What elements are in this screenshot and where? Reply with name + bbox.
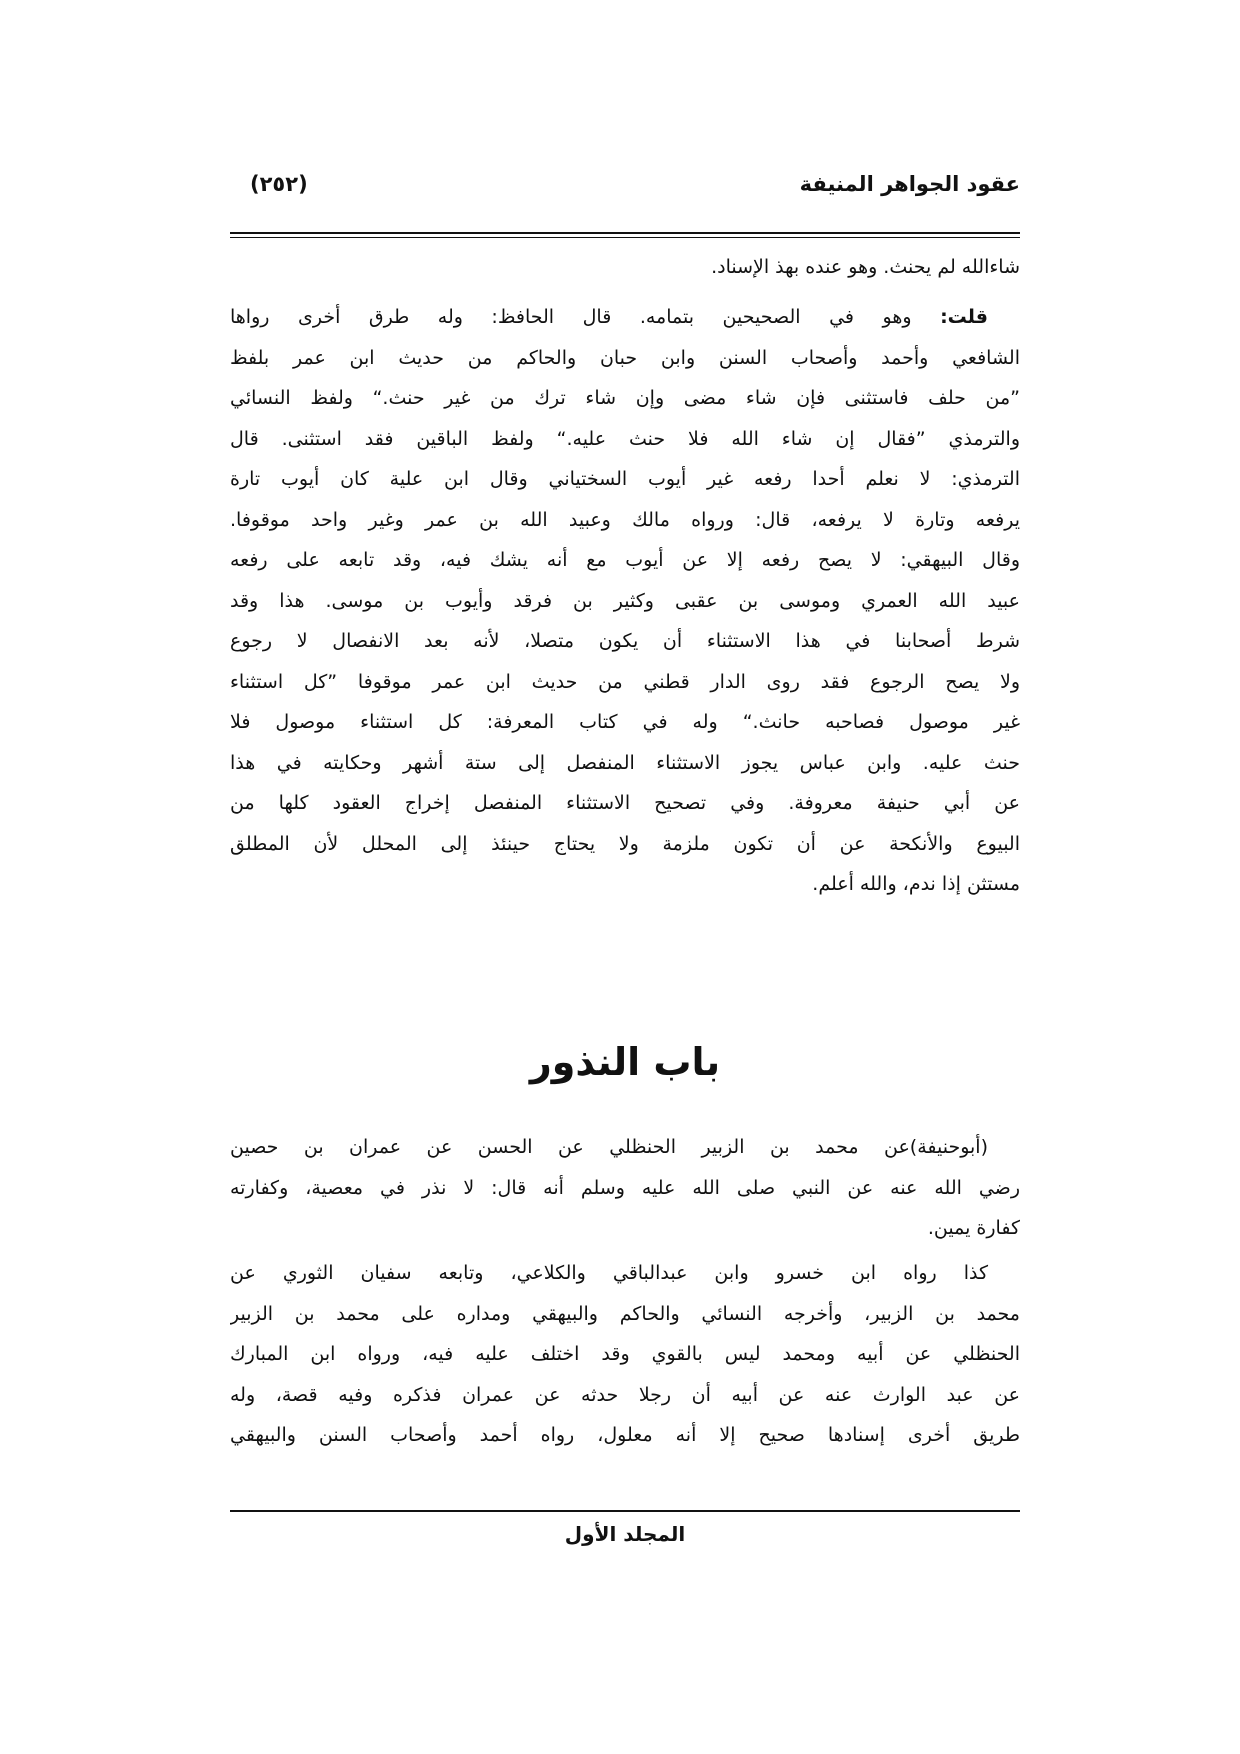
text-line: طريق أخرى إسنادها صحيح إلا أنه معلول، رواه أحمد وأصحاب السنن والبيهقي bbox=[230, 1424, 1020, 1446]
book-title: عقود الجواهر المنيفة bbox=[799, 172, 1020, 196]
header-divider bbox=[230, 232, 1020, 238]
text-line: عبيد الله العمري وموسى بن عقبى وكثير بن فرقد وأيوب بن موسى. هذا وقد bbox=[230, 589, 1020, 612]
volume-label: المجلد الأول bbox=[564, 1522, 686, 1546]
text-line: الحنظلي عن أبيه ومحمد ليس بالقوي وقد اختلف عليه فيه، ورواه ابن المبارك bbox=[230, 1343, 1020, 1365]
paragraph-block-2 bbox=[230, 1127, 1020, 1249]
text-line: مستثن إذا ندم، والله أعلم. bbox=[812, 873, 1020, 895]
paragraph-block-1 bbox=[230, 247, 1020, 905]
text-line: كفارة يمين. bbox=[927, 1217, 1020, 1239]
text-line: يرفعه وتارة لا يرفعه، قال: ورواه مالك وعبيد الله بن عمر وغير واحد موقوفا. bbox=[230, 508, 1020, 531]
text-line: غير موصول فصاحبه حانث.“ وله في كتاب المعرفة: كل استثناء موصول فلا bbox=[230, 711, 1020, 733]
chapter-heading: باب النذور bbox=[529, 1040, 721, 1084]
text-line bbox=[230, 288, 1020, 338]
text-line: ”من حلف فاستثنى فإن شاء مضى وإن شاء ترك من غير حنث.“ ولفظ النسائي bbox=[230, 387, 1020, 409]
page-number: (٢٥٢) bbox=[250, 172, 308, 196]
running-header bbox=[230, 172, 1020, 208]
paragraph-block-3 bbox=[230, 1253, 1020, 1456]
text-line: (أبوحنيفة)عن محمد بن الزبير الحنظلي عن الحسن عن عمران بن حصين bbox=[230, 1136, 988, 1158]
text-line-content: وهو في الصحيحين بتمامه. قال الحافظ: وله طرق أخرى رواها bbox=[230, 305, 912, 328]
text-line: حنث عليه. وابن عباس يجوز الاستثناء المنفصل إلى ستة أشهر وحكايته في هذا bbox=[230, 751, 1020, 774]
text-line: محمد بن الزبير، وأخرجه النسائي والحاكم والبيهقي ومداره على محمد بن الزبير bbox=[230, 1302, 1020, 1325]
text-line: ولا يصح الرجوع فقد روى الدار قطني من حديث ابن عمر موقوفا ”كل استثناء bbox=[230, 670, 1020, 693]
text-line: الشافعي وأحمد وأصحاب السنن وابن حبان والحاكم من حديث ابن عمر بلفظ bbox=[230, 346, 1020, 369]
footer-divider bbox=[230, 1510, 1020, 1512]
text-line: عن عبد الوارث عنه عن أبيه أن رجلا حدثه عن عمران فذكره وفيه قصة، وله bbox=[230, 1383, 1020, 1406]
text-line: شاءالله لم يحنث. وهو عنده بهذ الإسناد. bbox=[711, 256, 1020, 278]
text-line: الترمذي: لا نعلم أحدا رفعه غير أيوب السختياني وقال ابن علية كان أيوب تارة bbox=[230, 468, 1020, 490]
text-line: وقال البيهقي: لا يصح رفعه إلا عن أيوب مع أنه يشك فيه، وقد تابعه على رفعه bbox=[230, 549, 1020, 571]
text-line: عن أبي حنيفة معروفة. وفي تصحيح الاستثناء المنفصل إخراج العقود كلها من bbox=[230, 792, 1020, 814]
text-line: البيوع والأنكحة عن أن تكون ملزمة ولا يحتاج حينئذ إلى المحلل لأن المطلق bbox=[230, 832, 1020, 855]
text-line: رضي الله عنه عن النبي صلى الله عليه وسلم أنه قال: لا نذر في معصية، وكفارته bbox=[230, 1176, 1020, 1199]
qult-label: قلت: bbox=[940, 305, 988, 328]
text-line: شرط أصحابنا في هذا الاستثناء أن يكون متصلا، لأنه بعد الانفصال لا رجوع bbox=[230, 630, 1020, 652]
text-line: والترمذي ”فقال إن شاء الله فلا حنث عليه.“ ولفظ الباقين فقد استثنى. قال bbox=[230, 427, 1020, 450]
text-line: كذا رواه ابن خسرو وابن عبدالباقي والكلاعي، وتابعه سفيان الثوري عن bbox=[230, 1262, 988, 1284]
